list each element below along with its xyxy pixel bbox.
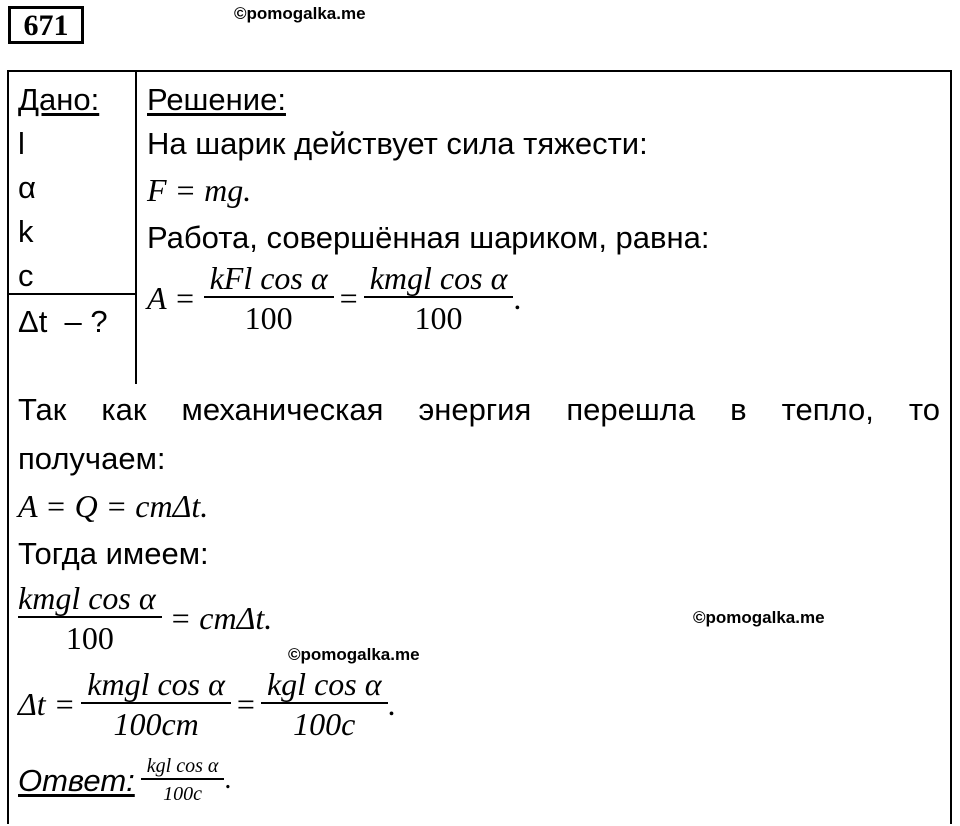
given-item-c: c xyxy=(18,258,34,293)
answer-expression xyxy=(141,756,232,804)
frame-right-border xyxy=(950,70,952,824)
fraction-denominator: 100 xyxy=(414,300,463,336)
fraction-numerator: kFl cos α xyxy=(209,260,328,296)
given-header: Дано: xyxy=(18,82,100,117)
answer-end: . xyxy=(224,764,232,795)
answer-label: Ответ: xyxy=(18,762,135,798)
equation-heat: A = Q = cmΔt. xyxy=(18,488,209,524)
fraction-numerator: kmgl cos α xyxy=(87,666,225,702)
fraction-kgl-100c xyxy=(261,668,388,740)
body-line-then: Тогда имеем: xyxy=(18,536,209,571)
eq-work-lhs: A = xyxy=(147,280,196,316)
fraction-answer xyxy=(141,756,225,804)
fraction-denominator: 100cm xyxy=(113,706,199,742)
fraction-kmgl-100cm xyxy=(81,668,231,740)
solution-line-gravity: На шарик действует сила тяжести: xyxy=(147,126,648,161)
frame-top-border xyxy=(7,70,952,72)
find-quantity: Δt – ? xyxy=(18,304,108,339)
fraction-denominator: 100c xyxy=(163,783,202,805)
fraction-numerator: kmgl cos α xyxy=(18,580,156,616)
answer-row xyxy=(18,756,231,804)
body-line-obtain: получаем: xyxy=(18,441,166,476)
given-find-divider xyxy=(7,293,137,295)
fraction-denominator: 100 xyxy=(244,300,293,336)
fraction-kmgl-balance xyxy=(18,582,162,654)
watermark-right: ©pomogalka.me xyxy=(693,608,825,627)
frame-left-border xyxy=(7,70,9,824)
equation-balance xyxy=(18,582,272,654)
fraction-kfl xyxy=(204,262,334,334)
watermark-middle: ©pomogalka.me xyxy=(288,645,420,664)
problem-number-box xyxy=(8,6,84,44)
solution-header: Решение: xyxy=(147,82,286,117)
equation-force: F = mg. xyxy=(147,172,252,208)
eq-sign: = xyxy=(236,686,255,722)
fraction-kmgl xyxy=(364,262,514,334)
fraction-denominator: 100 xyxy=(65,620,114,656)
problem-number: 671 xyxy=(23,9,69,42)
fraction-numerator: kgl cos α xyxy=(146,755,219,777)
fraction-denominator: 100c xyxy=(293,706,356,742)
watermark-top: ©pomogalka.me xyxy=(234,4,366,23)
given-divider xyxy=(135,70,137,384)
eq-balance-rhs: = cmΔt. xyxy=(169,600,273,636)
eq-end: . xyxy=(387,686,396,722)
eq-end: . xyxy=(513,280,522,316)
eq-sign: = xyxy=(339,280,358,316)
solution-line-work: Работа, совершённая шариком, равна: xyxy=(147,220,710,255)
equation-work xyxy=(147,262,521,334)
given-item-l: l xyxy=(18,126,25,161)
body-line-energy: Так как механическая энергия перешла в тепло, то xyxy=(18,392,940,427)
given-item-alpha: α xyxy=(18,170,36,205)
eq-delta-lhs: Δt = xyxy=(18,686,76,722)
equation-delta-t xyxy=(18,668,396,740)
given-item-k: k xyxy=(18,214,34,249)
fraction-numerator: kmgl cos α xyxy=(369,260,508,296)
fraction-numerator: kgl cos α xyxy=(266,666,382,702)
